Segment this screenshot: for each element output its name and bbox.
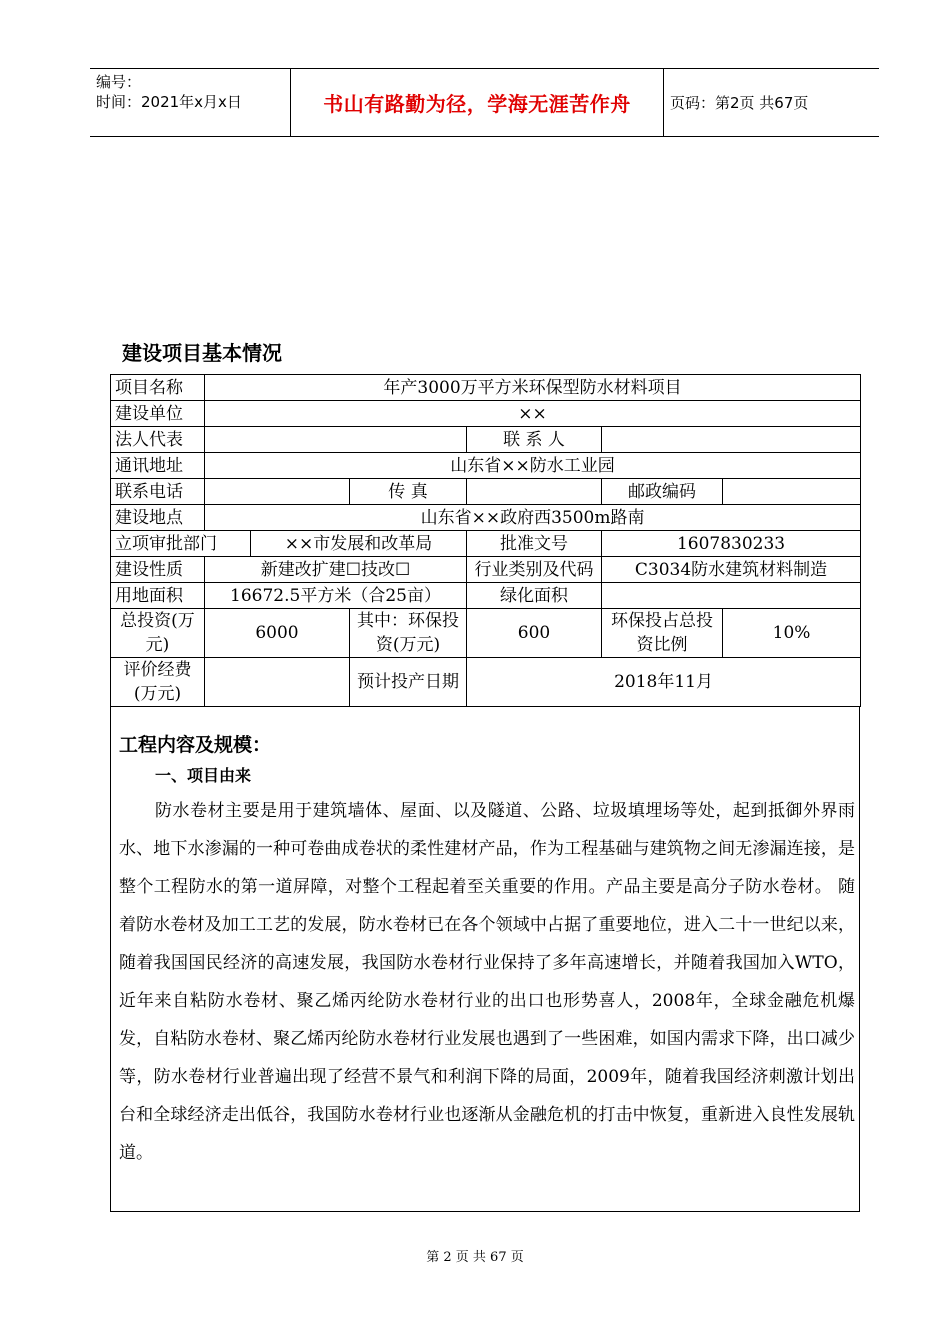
label-env-investment: 其中：环保投资(万元) xyxy=(350,609,467,658)
table-row xyxy=(111,658,861,707)
label-green-area: 绿化面积 xyxy=(467,583,602,609)
value-site: 山东省××政府西3500m路南 xyxy=(205,505,861,531)
value-env-investment: 600 xyxy=(467,609,602,658)
label-contact: 联 系 人 xyxy=(467,427,602,453)
table-row xyxy=(111,427,861,453)
page-header xyxy=(90,68,879,137)
document-time: 时间：2021年x月x日 xyxy=(96,93,242,111)
label-nature: 建设性质 xyxy=(111,557,205,583)
content-paragraph: 防水卷材主要是用于建筑墙体、屋面、以及隧道、公路、垃圾填埋场等处，起到抵御外界雨水、地下水渗漏的一种可卷曲成卷状的柔性建材产品，作为工程基础与建筑物之间无渗漏连接，是整个工程防水的第一道屏障，对整个工程起着至关重要的作用。产品主要是高分子防水卷材。 随着防水卷材及加工工艺的发展，防水卷材已在各个领域中占据了重要地位，进入二十一世纪以来，随着我国国民经济的高速发展，我国防水卷材行业保持了多年高速增长，并随着我国加入WTO，近年来自粘防水卷材、聚乙烯丙纶防水卷材行业的出口也形势喜人，2008年，全球金融危机爆发，自粘防水卷材、聚乙烯丙纶防水卷材行业发展也遇到了一些困难，如国内需求下降，出口减少等，防水卷材行业普遍出现了经营不景气和利润下降的局面，2009年，随着我国经济刺激计划出台和全球经济走出低谷，我国防水卷材行业也逐渐从金融危机的打击中恢复，重新进入良性发展轨道。 xyxy=(119,801,855,1163)
header-slogan-cell xyxy=(291,69,664,136)
label-land-area: 用地面积 xyxy=(111,583,205,609)
value-contact xyxy=(602,427,861,453)
value-postcode xyxy=(723,479,861,505)
label-env-ratio: 环保投占总投资比例 xyxy=(602,609,723,658)
label-approval-dept: 立项审批部门 xyxy=(111,531,251,557)
page-info: 页码：第2页 共67页 xyxy=(670,94,809,112)
label-industry: 行业类别及代码 xyxy=(467,557,602,583)
value-approval-dept: ××市发展和改革局 xyxy=(251,531,467,557)
table-row xyxy=(111,557,861,583)
value-legal-rep xyxy=(205,427,467,453)
table-row xyxy=(111,375,861,401)
section-title: 建设项目基本情况 xyxy=(122,341,282,365)
header-meta-cell xyxy=(90,69,291,136)
table-row xyxy=(111,583,861,609)
value-evaluation-fee xyxy=(205,658,350,707)
value-address: 山东省××防水工业园 xyxy=(205,453,861,479)
label-postcode: 邮政编码 xyxy=(602,479,723,505)
table-row xyxy=(111,453,861,479)
table-row xyxy=(111,505,861,531)
value-project-name: 年产3000万平方米环保型防水材料项目 xyxy=(205,375,861,401)
label-legal-rep: 法人代表 xyxy=(111,427,205,453)
value-phone xyxy=(205,479,350,505)
document-number: 编号： xyxy=(96,73,142,91)
content-subtitle: 一、项目由来 xyxy=(155,766,252,785)
label-address: 通讯地址 xyxy=(111,453,205,479)
value-green-area xyxy=(602,583,861,609)
value-nature: 新建改扩建☐技改☐ xyxy=(205,557,467,583)
header-page-cell xyxy=(664,69,879,136)
value-approval-no: 1607830233 xyxy=(602,531,861,557)
value-total-investment: 6000 xyxy=(205,609,350,658)
table-row xyxy=(111,401,861,427)
value-builder: ×× xyxy=(205,401,861,427)
table-row xyxy=(111,531,861,557)
label-evaluation-fee: 评价经费(万元) xyxy=(111,658,205,707)
label-site: 建设地点 xyxy=(111,505,205,531)
label-fax: 传 真 xyxy=(350,479,467,505)
label-approval-no: 批准文号 xyxy=(467,531,602,557)
label-phone: 联系电话 xyxy=(111,479,205,505)
page-footer: 第 2 页 共 67 页 xyxy=(426,1250,524,1265)
value-fax xyxy=(467,479,602,505)
value-production-date: 2018年11月 xyxy=(467,658,861,707)
value-env-ratio: 10% xyxy=(723,609,861,658)
value-industry: C3034防水建筑材料制造 xyxy=(602,557,861,583)
label-builder: 建设单位 xyxy=(111,401,205,427)
value-land-area: 16672.5平方米（合25亩） xyxy=(205,583,467,609)
slogan: 书山有路勤为径，学海无涯苦作舟 xyxy=(323,92,631,116)
label-total-investment: 总投资(万元) xyxy=(111,609,205,658)
table-row xyxy=(111,479,861,505)
project-info-table xyxy=(110,374,861,707)
project-content-box xyxy=(110,706,860,1212)
label-production-date: 预计投产日期 xyxy=(350,658,467,707)
content-title: 工程内容及规模： xyxy=(119,734,272,756)
label-project-name: 项目名称 xyxy=(111,375,205,401)
table-row xyxy=(111,609,861,658)
